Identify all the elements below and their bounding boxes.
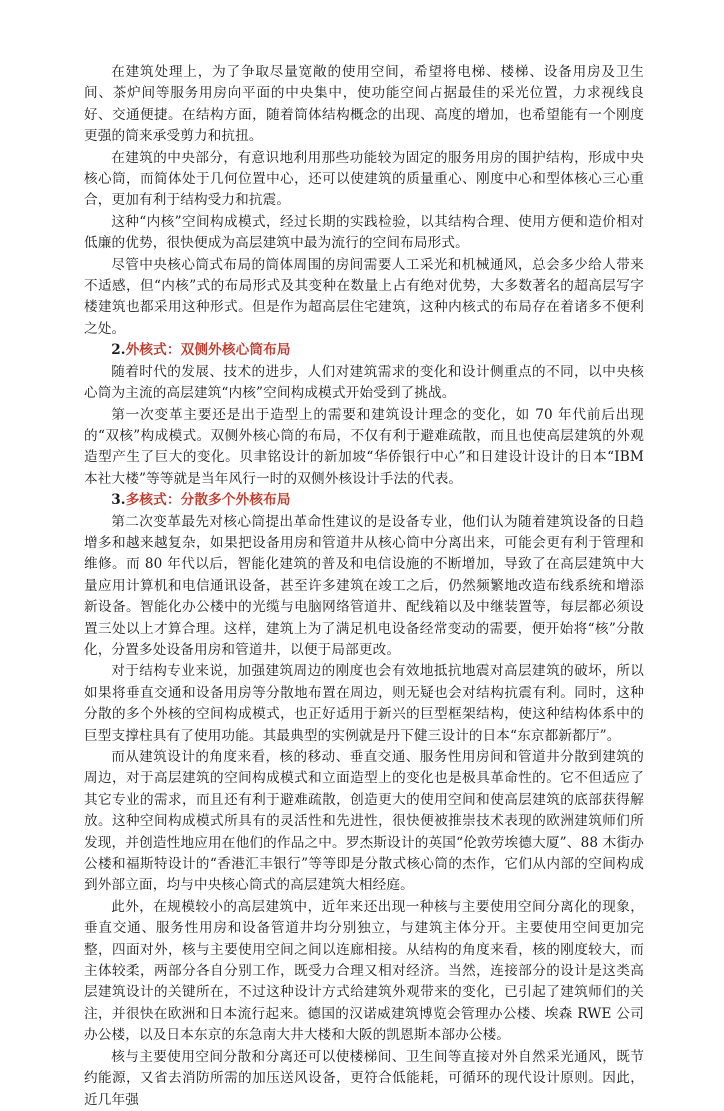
section-heading-3 [84,490,644,511]
paragraph: 在建筑处理上，为了争取尽量宽敞的使用空间，希望将电梯、楼梯、设备用房及卫生间、茶炉间等服务用房向平面的中央集中，使功能空间占据最佳的采光位置，力求视线良好、交通便捷。在结构方面，随着筒体结构概念的出现、高度的增加，也希望能有一个刚度更强的筒来承受剪力和抗扭。 [84,64,644,145]
paragraph: 而从建筑设计的角度来看，核的移动、垂直交通、服务性用房间和管道井分散到建筑的周边，对于高层建筑的空间构成模式和立面造型上的变化也是极具革命性的。它不但适应了其它专业的需求，而且还有利于避难疏散，创造更大的使用空间和使高层建筑的底部获得解放。这种空间构成模式所具有的灵活性和先进性，很快便被推崇技术表现的欧洲建筑师们所发现，并创造性地应用在他们的作品之中。罗杰斯设计的英国“伦敦劳埃德大厦”、88 木街办公楼和福斯特设计的“香港汇丰银行”等等即是分散式核心筒的杰作，它们从内部的空间构成到外部立面，均与中央核心筒式的高层建筑大相经庭。 [84,749,644,894]
paragraph: 在建筑的中央部分，有意识地利用那些功能较为固定的服务用房的围护结构，形成中央核心筒，而简体处于几何位置中心，还可以使建筑的质量重心、刚度中心和型体核心三心重合，更加有利于结构受力和抗震。 [84,149,644,209]
paragraph: 这种“内核”空间构成模式，经过长期的实践检验，以其结构合理、使用方便和造价相对低廉的优势，很快便成为高层建筑中最为流行的空间布局形式。 [84,213,644,252]
paragraph: 第一次变革主要还是出于造型上的需要和建筑设计理念的变化，如 70 年代前后出现的“双核”构成模式。双侧外核心筒的布局，不仅有利于避难疏散，而且也使高层建筑的外观造型产生了巨大的变化。贝聿铭设计的新加坡“华侨银行中心”和日建设计设计的日本“IBM 本社大楼”等等就是当年风行一时的双侧外核设计手法的代表。 [84,406,644,487]
section-number: 2. [111,342,126,359]
section-number: 3. [111,492,126,509]
paragraph: 对于结构专业来说，加强建筑周边的刚度也会有效地抵抗地震对高层建筑的破坏，所以如果将垂直交通和设备用房等分散地布置在周边，则无疑也会对结构抗震有利。同时，这种分散的多个外核的空间构成模式，也正好适用于新兴的巨型框架结构，使这种结构体系中的巨型支撑柱具有了使用功能。其最典型的实例就是丹下健三设计的日本“东京都新都厅”。 [84,663,644,744]
paragraph: 尽管中央核心筒式布局的筒体周围的房间需要人工采光和机械通风，总会多少给人带来不适感，但“内核”式的布局形式及其变种在数量上占有绝对优势，大多数著名的超高层写字楼建筑也都采用这种形式。但是作为超高层住宅建筑，这种内核式的布局存在着诸多不便利之处。 [84,256,644,337]
paragraph: 核与主要使用空间分散和分离还可以使楼梯间、卫生间等直接对外自然采光通风，既节约能源，又省去消防所需的加压送风设备，更符合低能耗，可循环的现代设计原则。因此，近几年强 [84,1048,644,1108]
section-title: 外核式：双侧外核心筒布局 [125,342,291,359]
paragraph: 第二次变革最先对核心筒提出革命性建议的是设备专业，他们认为随着建筑设备的日趋增多和越来越复杂，如果把设备用房和管道井从核心筒中分离出来，可能会更有利于管理和维修。而 80 年代以后，智能化建筑的普及和电信设施的不断增加，导致了在高层建筑中大量应用计算机和电信通讯设备，甚至许多建筑在竣工之后，仍然频繁地改造布线系统和增添新设备。智能化办公楼中的光缆与电脑网络管道井、配线箱以及中继装置等，每层都必须设置三处以上才算合理。这样，建筑上为了满足机电设备经常变动的需要，便开始将“核”分散化，分置多处设备用房和管道井，以便于局部更改。 [84,513,644,658]
document-body [84,62,644,1111]
section-heading-2 [84,340,644,361]
paragraph: 随着时代的发展、技术的进步，人们对建筑需求的变化和设计侧重点的不同，以中央核心筒为主流的高层建筑“内核”空间构成模式开始受到了挑战。 [84,363,644,402]
paragraph: 此外，在规模较小的高层建筑中，近年来还出现一种核与主要使用空间分离化的现象，垂直交通、服务性用房和设备管道井均分别独立，与建筑主体分开。主要使用空间更加完整，四面对外，核与主要使用空间之间以连廊相接。从结构的角度来看，核的刚度较大，而主体较柔，两部分各自分别工作，既受力合理又相对经济。当然，连接部分的设计是这类高层建筑设计的关键所在，不过这种设计方式给建筑外观带来的变化，已引起了建筑师们的关注，并很快在欧洲和日本流行起来。德国的汉诺威建筑博览会管理办公楼、埃森 RWE 公司办公楼，以及日本东京的东急南大井大楼和大阪的凯恩斯本部办公楼。 [84,898,644,1044]
section-title: 多核式：分散多个外核布局 [125,492,291,509]
